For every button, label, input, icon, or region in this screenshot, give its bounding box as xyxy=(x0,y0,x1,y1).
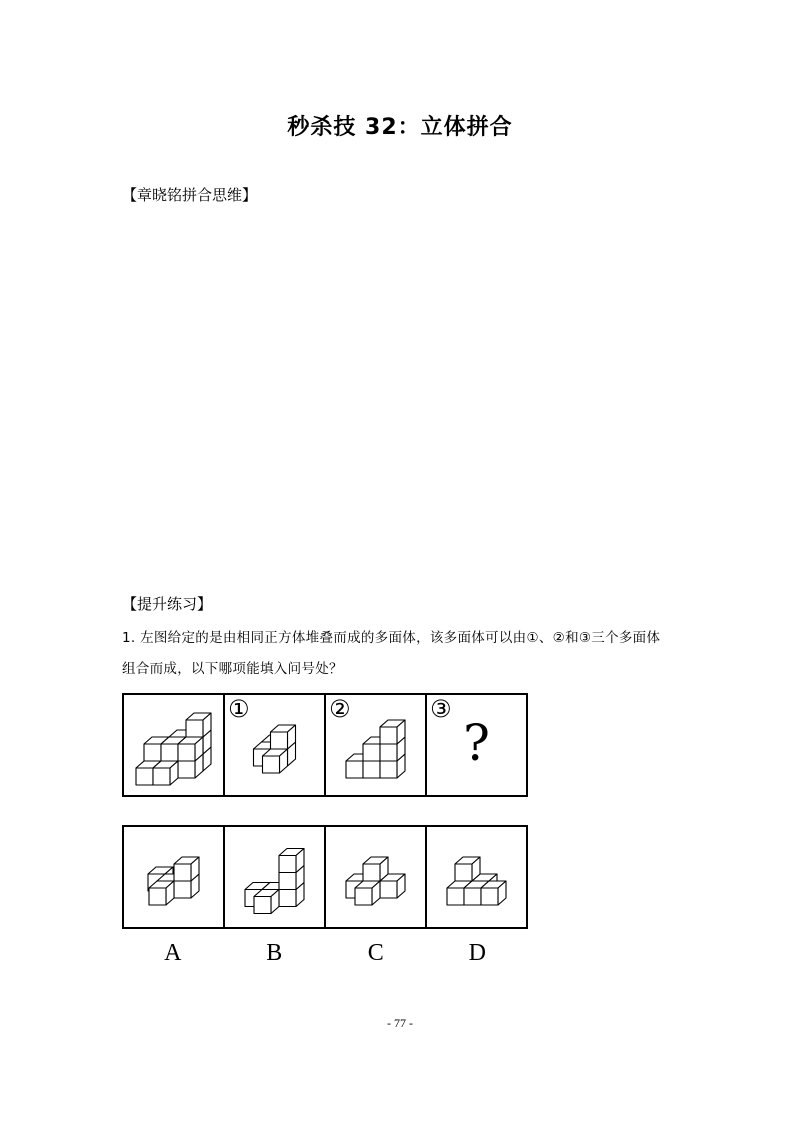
cube-figure-part-1 xyxy=(225,695,324,795)
page-number: - 77 - xyxy=(387,1016,413,1030)
question-figure-row xyxy=(122,693,528,797)
question-mark: ? xyxy=(463,714,490,772)
cube-figure-option-b xyxy=(225,827,324,927)
cube-3 xyxy=(271,725,296,749)
circled-number-3: ③ xyxy=(430,695,452,723)
cube-4 xyxy=(149,881,174,905)
cube-figure-option-a xyxy=(124,827,223,927)
cube-figure-option-d xyxy=(427,827,526,927)
option-label-b[interactable]: B xyxy=(266,940,283,966)
figure-part-3-unknown xyxy=(425,695,526,795)
cube-3 xyxy=(174,857,199,881)
cube-4 xyxy=(263,749,288,773)
section-heading-thinking: 【章晓铭拼合思维】 xyxy=(122,186,258,204)
cube-figure-full xyxy=(124,695,223,795)
figure-part-1 xyxy=(223,695,324,795)
cube-4 xyxy=(279,849,304,873)
cube-11 xyxy=(178,737,203,761)
section-heading-practice: 【提升练习】 xyxy=(122,595,213,613)
option-figure-b xyxy=(223,827,324,927)
cube-5 xyxy=(380,720,405,744)
option-figure-d xyxy=(425,827,526,927)
cube-figure-option-c xyxy=(326,827,425,927)
cube-4 xyxy=(355,881,380,905)
question-text-line-2: 组合而成，以下哪项能填入问号处？ xyxy=(122,661,343,677)
figure-part-2 xyxy=(324,695,425,795)
cube-5 xyxy=(186,713,211,737)
cube-13 xyxy=(153,761,178,785)
option-labels xyxy=(122,940,528,967)
page-title: 秒杀技 32：立体拼合 xyxy=(287,115,513,140)
cube-figure-part-2 xyxy=(326,695,425,795)
option-label-d[interactable]: D xyxy=(468,940,486,966)
cube-3 xyxy=(363,857,388,881)
cube-2 xyxy=(455,857,480,881)
question-text-line-1: 1. 左图给定的是由相同正方体堆叠而成的多面体，该多面体可以由①、②和③三个多面体 xyxy=(122,630,661,646)
circled-number-2: ② xyxy=(329,695,351,723)
circled-number-1: ① xyxy=(228,695,250,723)
options-figure-row xyxy=(122,825,528,929)
option-label-c[interactable]: C xyxy=(367,940,384,966)
cube-5 xyxy=(254,890,279,914)
option-figure-a xyxy=(124,827,223,927)
cube-5 xyxy=(481,881,506,905)
option-figure-c xyxy=(324,827,425,927)
figure-full-polyhedron xyxy=(124,695,223,795)
option-label-a[interactable]: A xyxy=(164,940,182,966)
